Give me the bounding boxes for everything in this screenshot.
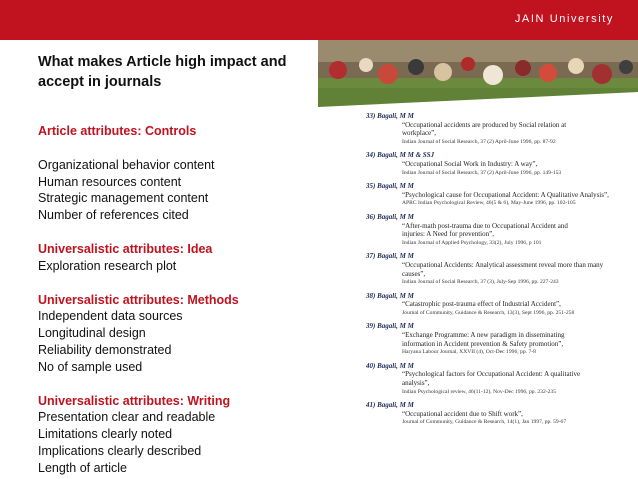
publication-title-line: “After-math post-trauma due to Occupational Accident and	[402, 221, 568, 230]
publication-title-line: “Psychological factors for Occupational Accident: A qualitative	[402, 370, 581, 379]
list-item: Exploration research plot	[38, 258, 177, 273]
header-bar	[0, 0, 638, 40]
publication-citation: Journal of Community, Guidance & Research, 13(3), Sept 1996, pp. 251-258	[402, 309, 575, 316]
publication-author: 38) Bagali, M M	[366, 291, 414, 300]
brand-label: JAIN University	[514, 13, 614, 25]
slide-title: What makes Article high impact and accept in journals	[38, 54, 287, 90]
attributes-clip	[38, 123, 358, 479]
publication-author: 40) Bagali, M M	[366, 361, 414, 370]
publication-title-line: “Exchange Programme: A new paradigm in disseminating	[402, 331, 565, 340]
publication-author: 37) Bagali, M M	[366, 252, 414, 261]
publication-citation: Journal of Community, Guidance & Research, 14(1), Jan 1997, pp. 59-67	[402, 419, 567, 426]
spacer	[38, 224, 358, 241]
list-item: No of sample used	[38, 359, 143, 374]
publication-entry	[366, 112, 634, 146]
publication-citation: Indian Journal of Social Research, 37 (2) April-June 1996, pp. 87-92	[402, 138, 556, 145]
list-item: Longitudinal design	[38, 326, 146, 341]
publication-title-line: information in Accident prevention & Safety promotion”,	[402, 339, 564, 348]
section-heading-writing: Universalistic attributes: Writing	[38, 393, 231, 408]
list-item: Strategic management content	[38, 191, 209, 206]
list-item: Length of article	[38, 460, 127, 475]
list-item: Presentation clear and readable	[38, 410, 216, 425]
publication-entry	[366, 151, 634, 177]
header-photo	[318, 40, 638, 107]
publication-title-line: “Psychological cause for Occupational Accident: A Qualitative Analysis”,	[402, 190, 609, 199]
publication-title-line: analysis”,	[402, 379, 430, 388]
publication-title-line: workplace”,	[402, 129, 437, 138]
spacer	[38, 140, 358, 157]
publication-citation: Indian Journal of Social Research, 37 (3), July-Sep 1996, pp. 227-243	[402, 279, 559, 286]
list-item: Organizational behavior content	[38, 157, 215, 172]
spacer	[38, 376, 358, 393]
list-item: Implications clearly described	[38, 443, 202, 458]
publication-author: 35) Bagali, M M	[366, 182, 414, 191]
publication-citation: Indian Journal of Social Research, 37 (2) April-June 1996, pp. 149-153	[402, 169, 562, 176]
section-heading-methods: Universalistic attributes: Methods	[38, 292, 239, 307]
list-item: Number of references cited	[38, 208, 189, 223]
section-heading-idea: Universalistic attributes: Idea	[38, 241, 213, 256]
publication-title-line: causes”,	[402, 269, 426, 278]
publication-citation: APRC Indian Psychological Review, 46(5 & 6), May-June 1996, pp. 102-105	[402, 200, 576, 207]
publication-author: 41) Bagali, M M	[366, 401, 414, 410]
publication-entry	[366, 292, 634, 318]
publication-author: 33) Bagali, M M	[366, 112, 414, 120]
publication-list-image	[366, 112, 634, 479]
publication-entry	[366, 213, 634, 247]
publication-entry	[366, 362, 634, 396]
publication-title-line: “Catastrophic post-trauma effect of Industrial Accident”,	[402, 300, 561, 309]
list-item: Limitations clearly noted	[38, 427, 173, 442]
publication-title-line: “Occupational accidents are produced by Social relation at	[402, 120, 567, 129]
publication-entry	[366, 252, 634, 286]
publication-citation: Indian Psychological review, 46(11-12), Nov-Dec 1996, pp. 232-235	[402, 388, 556, 395]
list-item: Reliability demonstrated	[38, 342, 172, 357]
publication-citation: Indian Journal of Applied Psychology, 33(2), July 1996, p 101	[402, 239, 542, 246]
publication-title-line: “Occupational accident due to Shift work”,	[402, 409, 523, 418]
publication-citation: Haryana Labour Journal, XXVII (4), Oct-Dec 1996, pp. 7-8	[402, 349, 536, 356]
publication-author: 36) Bagali, M M	[366, 212, 414, 221]
publication-entry	[366, 401, 634, 427]
publication-entry	[366, 182, 634, 208]
list-item: Human resources content	[38, 174, 182, 189]
publication-title-line: “Occupational Accidents: Analytical assessment reveal more than many	[402, 260, 604, 269]
spacer	[38, 275, 358, 292]
publication-author: 34) Bagali, M M & SSJ	[366, 151, 435, 160]
publication-title-line: “Occupational Social Work in Industry: A way”,	[402, 159, 538, 168]
publication-title-line: injuries: A Need for prevention”,	[402, 230, 494, 239]
publication-author: 39) Bagali, M M	[366, 322, 414, 331]
publication-entry	[366, 322, 634, 356]
list-item: Independent data sources	[38, 309, 183, 324]
section-heading-controls: Article attributes: Controls	[38, 124, 197, 138]
